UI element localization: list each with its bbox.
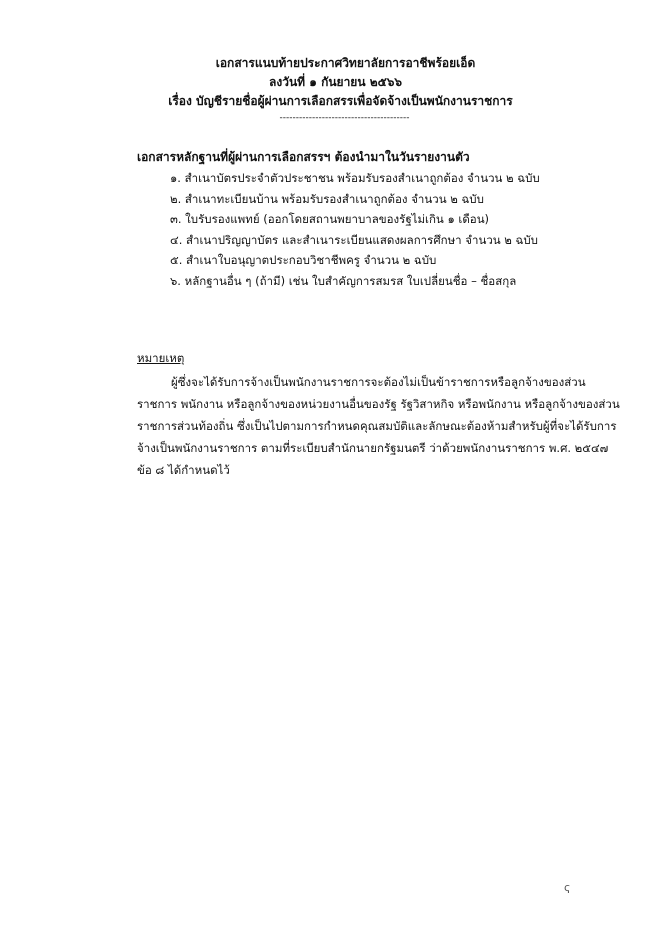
note-line: ข้อ ๘ ได้กำหนดไว้ — [137, 463, 230, 477]
note-heading: หมายเหตุ — [137, 351, 185, 365]
scan-mark: ҁ — [564, 881, 571, 894]
list-item: ๒. สำเนาทะเบียนบ้าน พร้อมรับรองสำเนาถูกต้อง จำนวน ๒ ฉบับ — [170, 191, 484, 206]
document-subject: เรื่อง บัญชีรายชื่อผู้ผ่านการเลือกสรรเพื่อจัดจ้างเป็นพนักงานราชการ — [168, 94, 513, 108]
required-documents-list — [170, 168, 540, 291]
document-date: ลงวันที่ ๑ กันยายน ๒๕๖๖ — [269, 75, 402, 89]
note-line: ราชการส่วนท้องถิ่น ซึ่งเป็นไปตามการกำหนดคุณสมบัติและลักษณะต้องห้ามสำหรับผู้ที่จะได้รับการ — [137, 419, 617, 433]
list-item: ๓. ใบรับรองแพทย์ (ออกโดยสถานพยาบาลของรัฐไม่เกิน ๑ เดือน) — [170, 212, 490, 226]
document-header — [0, 54, 661, 125]
document-title: เอกสารแนบท้ายประกาศวิทยาลัยการอาชีพร้อยเอ็ด — [215, 56, 476, 70]
list-item: ๖. หลักฐานอื่น ๆ (ถ้ามี) เช่น ใบสำคัญการสมรส ใบเปลี่ยนชื่อ – ชื่อสกุล — [170, 273, 517, 288]
note-paragraph — [137, 371, 620, 481]
list-item: ๔. สำเนาปริญญาบัตร และสำเนาระเบียนแสดงผลการศึกษา จำนวน ๒ ฉบับ — [170, 232, 538, 247]
note-line: ราชการ พนักงาน หรือลูกจ้างของหน่วยงานอื่นของรัฐ รัฐวิสาหกิจ หรือพนักงาน หรือลูกจ้างของส่วน — [137, 397, 620, 411]
list-item: ๕. สำเนาใบอนุญาตประกอบวิชาชีพครู จำนวน ๒ ฉบับ — [170, 253, 437, 267]
required-documents-heading: เอกสารหลักฐานที่ผู้ผ่านการเลือกสรรฯ ต้องนำมาในวันรายงานตัว — [137, 150, 470, 164]
note-line: ผู้ซึ่งจะได้รับการจ้างเป็นพนักงานราชการจะต้องไม่เป็นข้าราชการหรือลูกจ้างของส่วน — [171, 375, 586, 389]
note-line: จ้างเป็นพนักงานราชการ ตามที่ระเบียบสำนักนายกรัฐมนตรี ว่าด้วยพนักงานราชการ พ.ศ. ๒๕๔๗ — [137, 441, 609, 455]
header-divider: ---------------------------------------- — [279, 113, 410, 123]
list-item: ๑. สำเนาบัตรประจำตัวประชาชน พร้อมรับรองสำเนาถูกต้อง จำนวน ๒ ฉบับ — [170, 171, 540, 185]
